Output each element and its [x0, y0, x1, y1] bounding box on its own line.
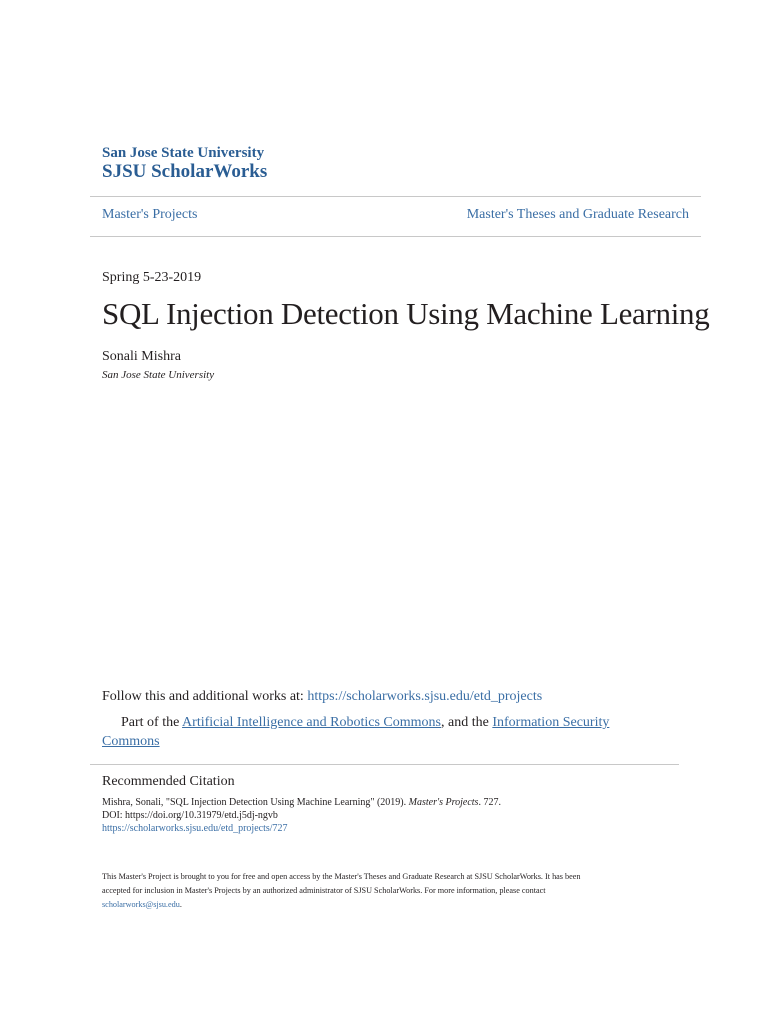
- follow-prefix: Follow this and additional works at:: [102, 689, 308, 704]
- nav-bottom-divider: [90, 236, 701, 237]
- publication-date: Spring 5-23-2019: [102, 270, 202, 285]
- citation-doi: DOI: https://doi.org/10.31979/etd.j5dj-ngvb: [102, 810, 278, 821]
- part-of-prefix: Part of the: [121, 715, 183, 730]
- ai-robotics-commons-link[interactable]: Artificial Intelligence and Robotics Commons: [182, 715, 441, 730]
- repository-name[interactable]: SJSU ScholarWorks: [102, 161, 268, 182]
- citation-line: [102, 797, 501, 808]
- author-name: Sonali Mishra: [102, 349, 181, 364]
- follow-line: [102, 689, 542, 705]
- author-affiliation: San Jose State University: [102, 369, 215, 381]
- nav-link-masters-projects[interactable]: Master's Projects: [102, 207, 198, 222]
- nav-top-divider: [90, 196, 701, 197]
- contact-line: [102, 900, 182, 909]
- citation-heading: Recommended Citation: [102, 774, 235, 789]
- citation-url-link[interactable]: https://scholarworks.sjsu.edu/etd_projects/727: [102, 823, 288, 834]
- part-of-line: [102, 713, 622, 751]
- access-statement-line: This Master's Project is brought to you for free and open access by the Master's Theses and Graduate Research at SJSU ScholarWorks. It has been: [102, 872, 581, 881]
- access-statement-line: accepted for inclusion in Master's Projects by an authorized administrator of SJSU ScholarWorks. For more information, please contact: [102, 886, 546, 895]
- paper-title: SQL Injection Detection Using Machine Learning: [102, 296, 710, 331]
- citation-series: Master's Projects: [408, 797, 479, 808]
- part-of-middle: , and the: [441, 715, 493, 730]
- contact-period: .: [179, 900, 182, 909]
- citation-main-text: Mishra, Sonali, "SQL Injection Detection Using Machine Learning" (2019).: [102, 797, 409, 808]
- nav-link-masters-theses[interactable]: Master's Theses and Graduate Research: [466, 207, 689, 222]
- citation-number: . 727.: [478, 797, 501, 808]
- information-security-commons-link[interactable]: Information Security Commons: [102, 715, 610, 749]
- follow-link[interactable]: https://scholarworks.sjsu.edu/etd_projects: [307, 689, 543, 704]
- contact-email-link[interactable]: scholarworks@sjsu.edu: [102, 900, 180, 909]
- citation-divider: [90, 764, 679, 765]
- institution-name[interactable]: San Jose State University: [102, 145, 265, 161]
